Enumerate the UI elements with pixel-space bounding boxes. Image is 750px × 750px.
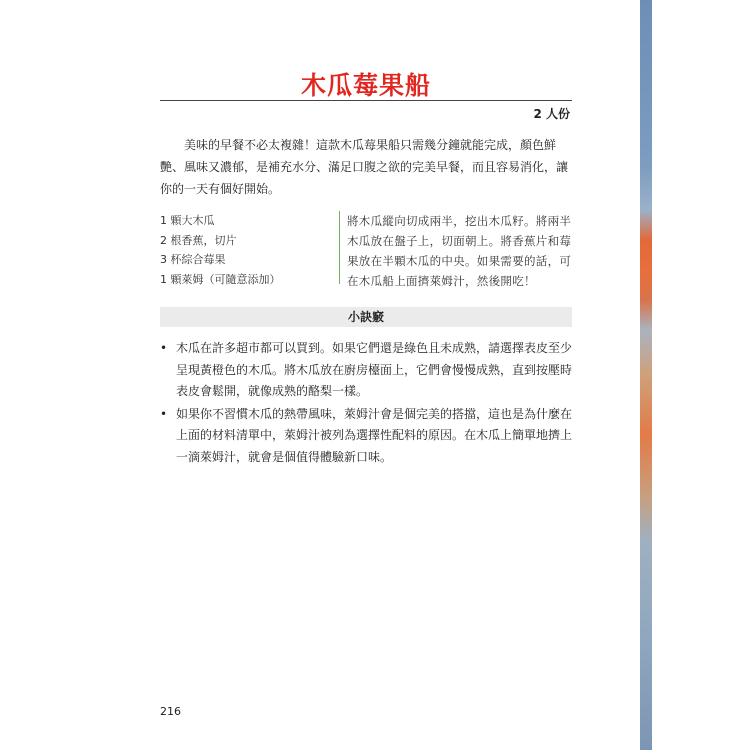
column-divider: [339, 211, 340, 284]
photo-edge-strip: [640, 0, 652, 750]
page-number: 216: [160, 705, 181, 718]
recipe-steps: 將木瓜縱向切成兩半，挖出木瓜籽。將兩半木瓜放在盤子上，切面朝上。將香蕉片和莓果放在半顆木瓜的中央。如果需要的話，可在木瓜船上面擠萊姆汁，然後開吃！: [347, 214, 572, 288]
tip-text: 如果你不習慣木瓜的熱帶風味，萊姆汁會是個完美的搭擋，這也是為什麼在上面的材料清單中，萊姆汁被列為選擇性配料的原因。在木瓜上簡單地擠上一滴萊姆汁，就會是個值得體驗新口味。: [176, 406, 573, 464]
ingredient-item: 2 根香蕉，切片: [160, 233, 237, 247]
recipe-title: 木瓜莓果船: [300, 71, 431, 100]
ingredient-item: 1 顆大木瓜: [160, 214, 215, 227]
tip-item: [160, 338, 572, 403]
servings-label: 2 人份: [533, 107, 570, 121]
tips-heading: 小訣竅: [160, 307, 572, 327]
tip-text: 木瓜在許多超市都可以買到。如果它們還是綠色且未成熟，請選擇表皮至少呈現黃橙色的木瓜。將木瓜放在廚房檯面上，它們會慢慢成熟，直到按壓時表皮會鬆開，就像成熟的酪梨一樣。: [176, 341, 573, 398]
ingredient-list: [160, 211, 330, 289]
bullet-icon: •: [160, 341, 168, 355]
tip-item: [160, 404, 572, 469]
tips-list: [160, 338, 572, 469]
title-underline: [160, 100, 572, 101]
ingredient-item: 3 杯綜合莓果: [160, 253, 226, 266]
ingredient-item: 1 顆萊姆（可隨意添加）: [160, 272, 281, 286]
bullet-icon: •: [160, 406, 168, 421]
recipe-intro: 美味的早餐不必太複雜！這款木瓜莓果船只需幾分鐘就能完成，顏色鮮艷、風味又濃郁，是補充水分、滿足口腹之欲的完美早餐，而且容易消化，讓你的一天有個好開始。: [160, 138, 569, 196]
